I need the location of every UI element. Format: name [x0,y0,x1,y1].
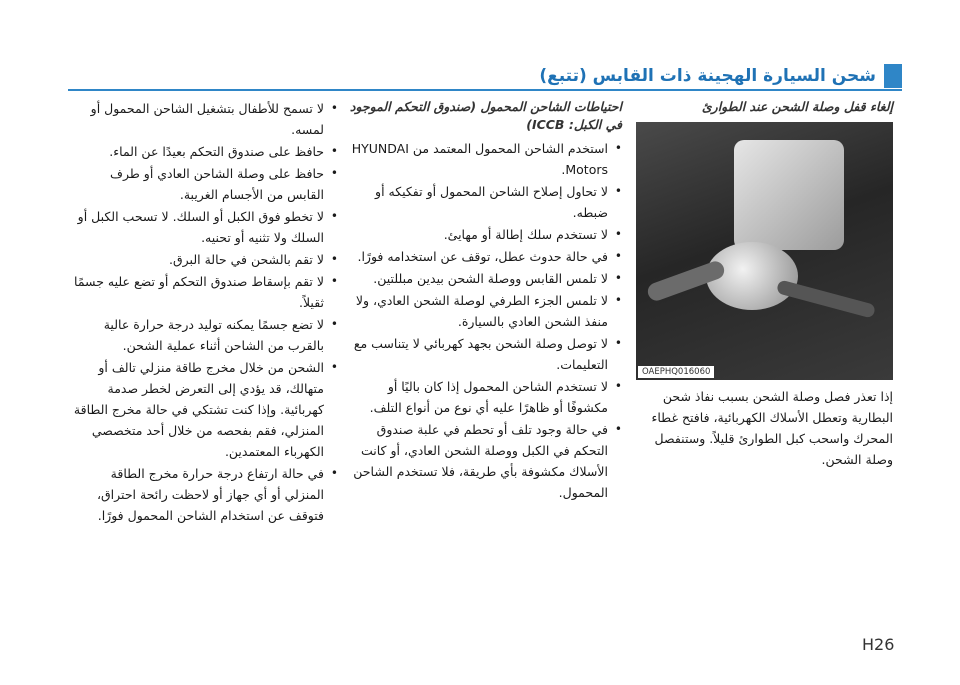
list-item: • في حالة حدوث عطل، توقف عن استخدامه فورًا. [346,246,622,267]
page-header [68,62,902,90]
list-item: • لا توصل وصلة الشحن بجهد كهربائي لا يتناسب مع التعليمات. [346,333,622,375]
list-item: • حافظ على وصلة الشاحن العادي أو طرف القابس من الأجسام الغريبة. [70,163,338,205]
engine-bay-photo [636,122,893,380]
page-header-title: شحن السيارة الهجينة ذات القابس (تتبع) [539,66,876,86]
photo-label: OAEPHQ016060 [638,366,714,378]
safety-bullets [70,98,338,526]
page-number: H26 [862,635,895,654]
list-item: • في حالة وجود تلف أو تحطم في علبة صندوق التحكم في الكبل ووصلة الشحن العادي، أو كانت الأسلاك مكشوفة بأي طريقة، فلا تستخدم الشاحن المحمول. [346,419,622,503]
list-item: • الشحن من خلال مخرج طاقة منزلي تالف أو متهالك، قد يؤدي إلى التعرض لخطر صدمة كهربائية. وإذا كنت تشتكي في حالة مخرج الطاقة المنزلي، فقم بفحصه من خلال أحد متخصصي الكهرباء المعتمدين. [70,357,338,462]
right-column [628,98,893,470]
photo-tank [734,140,844,250]
left-column [70,98,338,527]
list-item: • استخدم الشاحن المحمول المعتمد من HYUNDAI Motors. [346,138,622,180]
section-title-emergency-unlock: إلغاء قفل وصلة الشحن عند الطوارئ [701,99,893,114]
list-item: • لا تلمس الجزء الطرفي لوصلة الشحن العادي، ولا منفذ الشحن العادي بالسيارة. [346,290,622,332]
list-item: • لا تخطو فوق الكبل أو السلك. لا تسحب الكبل أو السلك ولا تثنيه أو تحنيه. [70,206,338,248]
list-item: • لا تستخدم الشاحن المحمول إذا كان باليًا أو مكشوفًا أو ظاهرًا عليه أي نوع من أنواع التلف. [346,376,622,418]
photo-hose [776,279,876,318]
list-item: • لا تقم بالشحن في حالة البرق. [70,249,338,270]
emergency-unlock-paragraph: إذا تعذر فصل وصلة الشحن بسبب نفاذ شحن البطارية وتعطل الأسلاك الكهربائية، فافتح غطاء المحرك واسحب كبل الطوارئ قليلاً. وستنفصل وصلة الشحن. [651,389,893,467]
list-item: • حافظ على صندوق التحكم بعيدًا عن الماء. [70,141,338,162]
list-item: • لا تلمس القابس ووصلة الشحن بيدين مبللتين. [346,268,622,289]
list-item: • لا تضع جسمًا يمكنه توليد درجة حرارة عالية بالقرب من الشاحن أثناء عملية الشحن. [70,314,338,356]
list-item: • لا تسمح للأطفال بتشغيل الشاحن المحمول أو لمسه. [70,98,338,140]
middle-column [346,98,622,504]
list-item: • لا تقم بإسقاط صندوق التحكم أو تضع عليه جسمًا ثقيلاً. [70,271,338,313]
list-item: • في حالة ارتفاع درجة حرارة مخرج الطاقة المنزلي أو أي جهاز أو لاحظت رائحة احتراق، فتوقف عن استخدام الشاحن المحمول فورًا. [70,463,338,526]
header-divider [68,89,902,91]
section-title-portable-charger: احتياطات الشاحن المحمول (صندوق التحكم الموجود في الكبل: ICCB) [349,99,622,132]
portable-charger-bullets [346,138,622,503]
header-marker [884,64,902,88]
list-item: • لا تحاول إصلاح الشاحن المحمول أو تفكيكه أو ضبطه. [346,181,622,223]
list-item: • لا تستخدم سلك إطالة أو مهايئ. [346,224,622,245]
